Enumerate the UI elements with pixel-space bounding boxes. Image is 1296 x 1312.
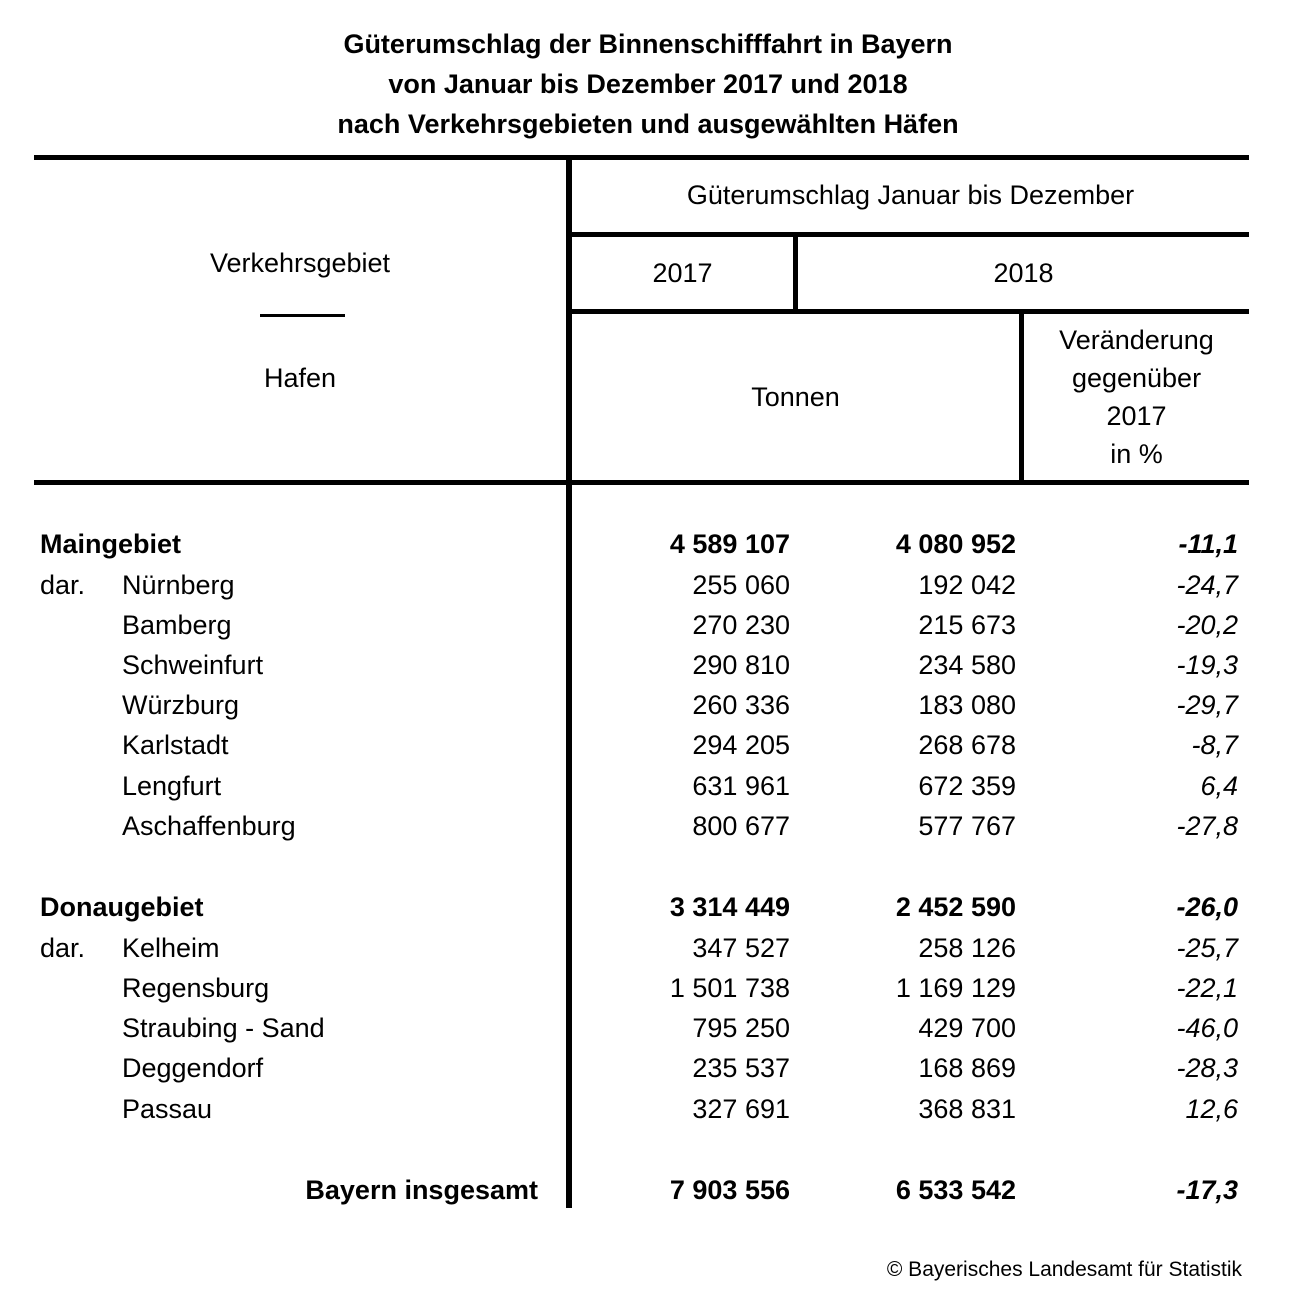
value-2018: 168 869 [918,1053,1016,1083]
port-name: Nürnberg [122,570,235,600]
value-2018: 368 831 [918,1094,1016,1124]
group-rule [568,232,1249,237]
table-row [0,928,1296,968]
change-header-line-4: in % [1110,439,1163,469]
total-row [0,1170,1296,1210]
top-rule [34,155,1249,160]
change-percent: -8,7 [1191,730,1238,760]
value-2017: 290 810 [692,650,790,680]
value-2018: 215 673 [918,610,1016,640]
section-name: Donaugebiet [40,892,204,922]
section-name: Maingebiet [40,529,182,559]
table-row [0,685,1296,725]
section-row-danube [0,887,1296,927]
value-2017: 255 060 [692,570,790,600]
unit-header: Tonnen [751,382,840,412]
change-percent: -26,0 [1176,892,1238,922]
value-2018: 672 359 [918,771,1016,801]
port-name: Straubing - Sand [122,1013,325,1043]
value-2017: 294 205 [692,730,790,760]
value-2017: 3 314 449 [669,892,790,922]
value-2018: 1 169 129 [895,973,1016,1003]
table-row [0,725,1296,765]
header-bottom-rule [34,480,1249,485]
value-2017: 235 537 [692,1053,790,1083]
change-percent: -25,7 [1176,933,1238,963]
section-row-main [0,524,1296,564]
stub-separator [260,314,345,317]
change-percent: 12,6 [1185,1094,1238,1124]
group-header: Güterumschlag Januar bis Dezember [686,180,1135,210]
value-2017: 327 691 [692,1094,790,1124]
table-row [0,565,1296,605]
value-2018: 268 678 [918,730,1016,760]
change-percent: -22,1 [1176,973,1238,1003]
port-name: Bamberg [122,610,232,640]
port-name: Schweinfurt [122,650,264,680]
total-change-percent: -17,3 [1176,1175,1238,1205]
stub-header-top: Verkehrsgebiet [209,248,391,278]
change-percent: -19,3 [1176,650,1238,680]
table-row [0,1048,1296,1088]
change-percent: -24,7 [1176,570,1238,600]
total-2017: 7 903 556 [669,1175,790,1205]
table-row [0,968,1296,1008]
stub-header-bottom: Hafen [263,363,337,393]
value-2018: 2 452 590 [895,892,1016,922]
year-rule [568,309,1249,314]
port-name: Regensburg [122,973,270,1003]
title-line-2: von Januar bis Dezember 2017 und 2018 [388,69,908,99]
port-name: Deggendorf [122,1053,264,1083]
port-name: Kelheim [122,933,220,963]
table-row [0,605,1296,645]
total-label: Bayern insgesamt [305,1175,538,1205]
change-percent: -28,3 [1176,1053,1238,1083]
dar-label: dar. [40,933,86,963]
value-2017: 270 230 [692,610,790,640]
change-header-line-2: gegenüber [1071,363,1202,393]
change-percent: -27,8 [1176,811,1238,841]
title-line-3: nach Verkehrsgebieten und ausgewählten Häfen [337,109,959,139]
port-name: Karlstadt [122,730,229,760]
value-2018: 183 080 [918,690,1016,720]
table-row [0,645,1296,685]
change-percent: 6,4 [1200,771,1238,801]
table-title [0,24,1296,144]
table-row [0,1089,1296,1129]
value-2017: 795 250 [692,1013,790,1043]
value-2018: 4 080 952 [895,529,1016,559]
table-row [0,766,1296,806]
table-row [0,1008,1296,1048]
change-header [1024,321,1249,473]
value-2018: 234 580 [918,650,1016,680]
value-2017: 347 527 [692,933,790,963]
total-2018: 6 533 542 [895,1175,1016,1205]
value-2018: 577 767 [918,811,1016,841]
change-percent: -46,0 [1176,1013,1238,1043]
value-2018: 258 126 [918,933,1016,963]
year-2017-header: 2017 [652,258,713,288]
port-name: Passau [122,1094,213,1124]
dar-label: dar. [40,570,86,600]
change-header-line-3: 2017 [1106,401,1167,431]
value-2018: 429 700 [918,1013,1016,1043]
change-percent: -11,1 [1178,529,1238,559]
title-line-1: Güterumschlag der Binnenschifffahrt in Bayern [343,29,953,59]
value-2017: 4 589 107 [669,529,790,559]
copyright-footer: © Bayerisches Landesamt für Statistik [886,1258,1242,1281]
change-percent: -20,2 [1176,610,1238,640]
year-2018-header: 2018 [993,258,1054,288]
table-row [0,806,1296,846]
port-name: Würzburg [122,690,240,720]
value-2017: 1 501 738 [669,973,790,1003]
port-name: Aschaffenburg [122,811,296,841]
change-percent: -29,7 [1176,690,1238,720]
value-2017: 631 961 [692,771,790,801]
change-header-line-1: Veränderung [1059,325,1214,355]
value-2018: 192 042 [918,570,1016,600]
value-2017: 260 336 [692,690,790,720]
port-name: Lengfurt [122,771,222,801]
value-2017: 800 677 [692,811,790,841]
